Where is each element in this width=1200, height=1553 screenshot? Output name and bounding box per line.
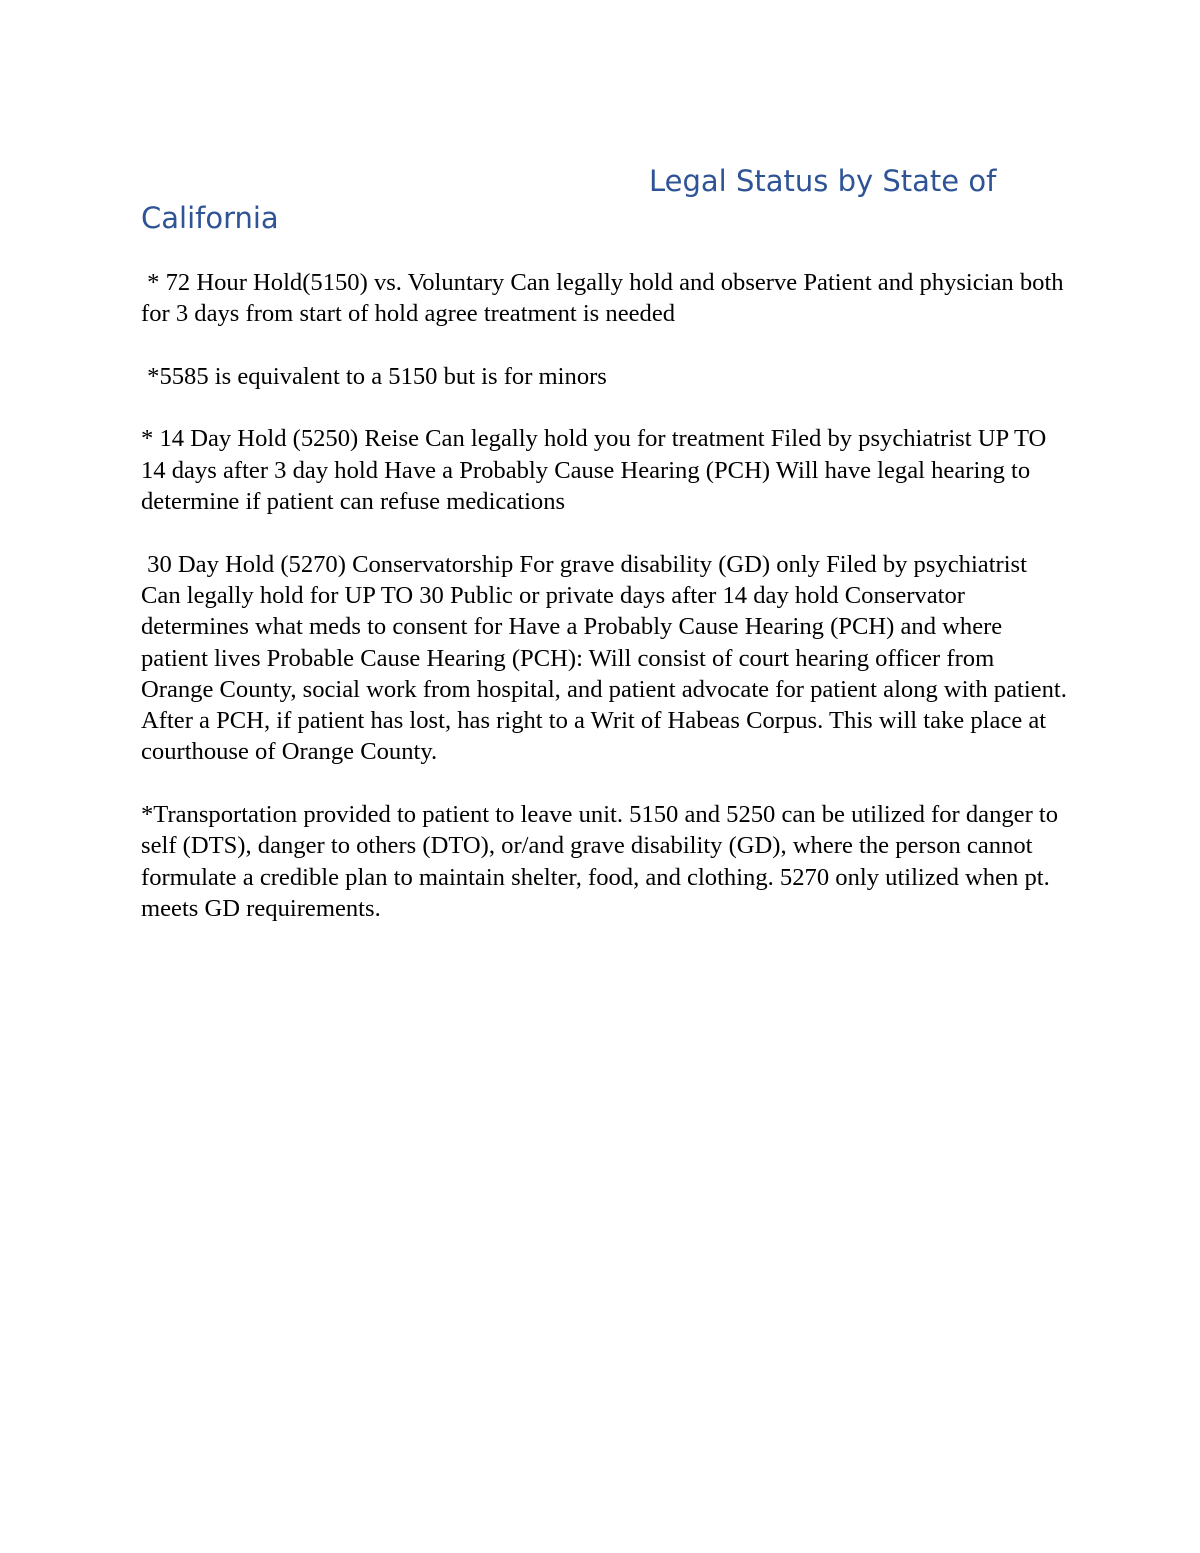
paragraph-30-day-hold: 30 Day Hold (5270) Conservatorship For grave disability (GD) only Filed by psychiatrist Can legally hold for UP TO 30 Public or private days after 14 day hold Conservator determines what meds to consent for Have a Probably Cause Hearing (PCH) and where patient lives Probable Cause Hearing (PCH): Will consist of court hearing officer from Orange County, social work from hospital, and patient advocate for patient along with patient. After a PCH, if patient has lost, has right to a Writ of Habeas Corpus. This will take place at courthouse of Orange County. (141, 550, 1072, 766)
paragraph-72-hour-hold: * 72 Hour Hold(5150) vs. Voluntary Can legally hold and observe Patient and physician both for 3 days from start of hold agree treatment is needed (141, 269, 1070, 328)
document-body (141, 267, 1071, 956)
paragraph-5585-minors: *5585 is equivalent to a 5150 but is for minors (141, 362, 607, 390)
paragraph-14-day-hold: * 14 Day Hold (5250) Reise Can legally hold you for treatment Filed by psychiatrist UP TO 14 days after 3 day hold Have a Probably Cause Hearing (PCH) Will have legal hearing to determine if patient can refuse medications (141, 425, 1053, 516)
paragraph-transportation: *Transportation provided to patient to leave unit. 5150 and 5250 can be utilized for danger to self (DTS), danger to others (DTO), or/and grave disability (GD), where the person cannot formulate a credible plan to maintain shelter, food, and clothing. 5270 only utilized when pt. meets GD requirements. (141, 801, 1065, 922)
document-title: Legal Status by State of California (141, 164, 997, 235)
